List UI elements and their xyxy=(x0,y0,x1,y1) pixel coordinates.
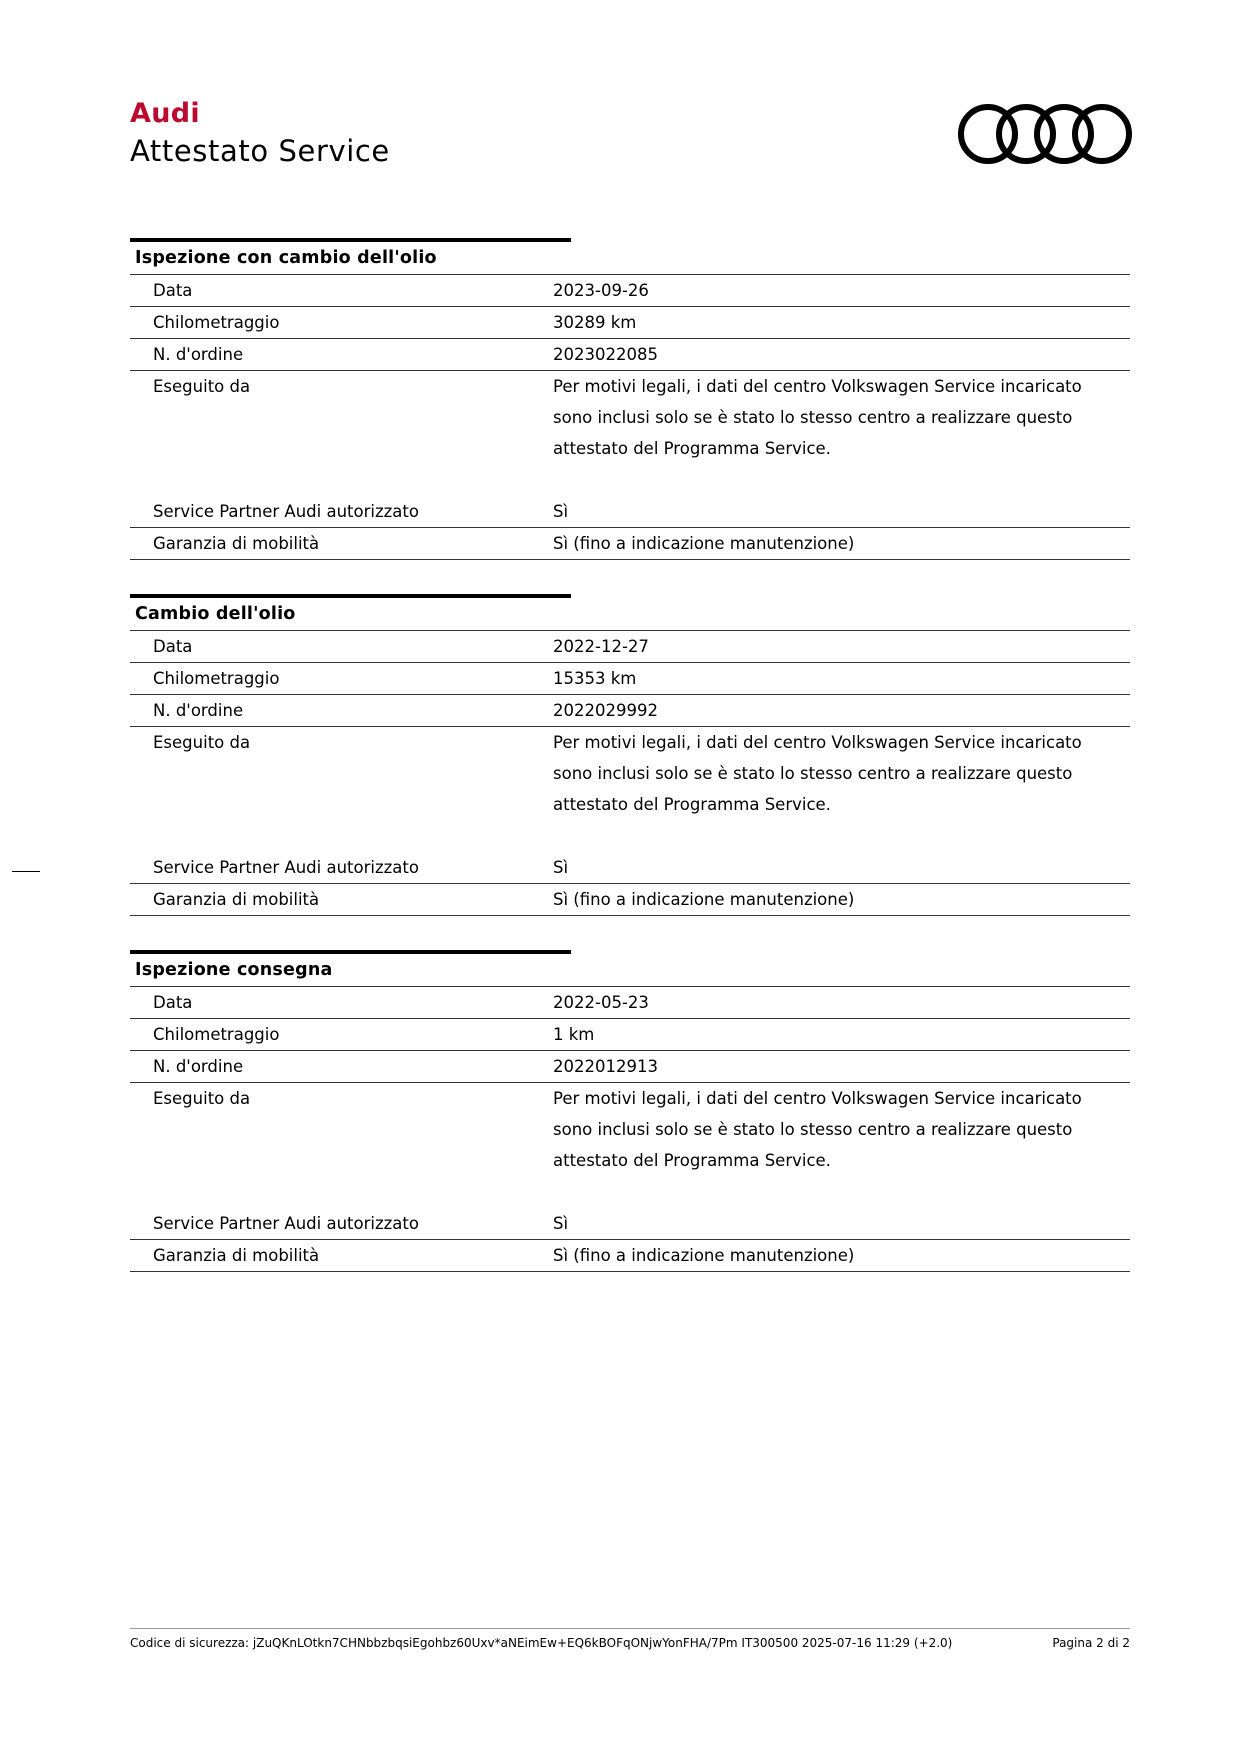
table-row xyxy=(130,528,1130,560)
section-title: Ispezione con cambio dell'olio xyxy=(130,242,1130,275)
service-section-ispezione-consegna xyxy=(130,950,1130,1272)
table-row xyxy=(130,339,1130,371)
table-row xyxy=(130,1083,1130,1208)
table-row xyxy=(130,307,1130,339)
row-label: Service Partner Audi autorizzato xyxy=(153,1214,419,1233)
footer-divider xyxy=(130,1628,1130,1629)
row-value: 2022012913 xyxy=(553,1057,658,1076)
fold-mark xyxy=(12,871,40,872)
footer xyxy=(130,1636,1130,1650)
row-label: Service Partner Audi autorizzato xyxy=(153,502,419,521)
document-title: Attestato Service xyxy=(130,134,390,168)
row-value: Sì xyxy=(553,1214,569,1233)
table-row xyxy=(130,631,1130,663)
service-section-cambio-olio xyxy=(130,594,1130,916)
row-label: Data xyxy=(153,993,193,1012)
row-label: Eseguito da xyxy=(153,377,251,396)
table-row xyxy=(130,695,1130,727)
row-value: 2022-12-27 xyxy=(553,637,649,656)
row-value: Sì (fino a indicazione manutenzione) xyxy=(553,890,855,909)
row-value: 2022029992 xyxy=(553,701,658,720)
row-value: Per motivi legali, i dati del centro Volkswagen Service incaricato sono inclusi solo se è stato lo stesso centro a realizzare questo attestato del Programma Service. xyxy=(553,733,1082,814)
page-number: Pagina 2 di 2 xyxy=(1052,1636,1130,1650)
audi-four-rings-icon xyxy=(956,101,1136,167)
table-row xyxy=(130,727,1130,852)
row-label: Garanzia di mobilità xyxy=(153,534,320,553)
row-value: Per motivi legali, i dati del centro Volkswagen Service incaricato sono inclusi solo se è stato lo stesso centro a realizzare questo attestato del Programma Service. xyxy=(553,1089,1082,1170)
row-value: 2022-05-23 xyxy=(553,993,649,1012)
table-row xyxy=(130,1208,1130,1240)
row-label: Eseguito da xyxy=(153,1089,251,1108)
row-label: N. d'ordine xyxy=(153,1057,244,1076)
brand-name: Audi xyxy=(130,98,200,129)
row-value: 2023-09-26 xyxy=(553,281,649,300)
row-value: Sì xyxy=(553,502,569,521)
row-label: Chilometraggio xyxy=(153,669,280,688)
security-code: Codice di sicurezza: jZuQKnLOtkn7CHNbbzbqsiEgohbz60Uxv*aNEimEw+EQ6kBOFqONjwYonFHA/7Pm IT300500 2025-07-16 11:29 (+2.0) xyxy=(130,1636,953,1650)
section-title: Cambio dell'olio xyxy=(130,598,1130,631)
table-row xyxy=(130,987,1130,1019)
table-row xyxy=(130,1051,1130,1083)
table-row xyxy=(130,884,1130,916)
row-value: 1 km xyxy=(553,1025,595,1044)
row-label: Eseguito da xyxy=(153,733,251,752)
row-value: Per motivi legali, i dati del centro Volkswagen Service incaricato sono inclusi solo se è stato lo stesso centro a realizzare questo attestato del Programma Service. xyxy=(553,377,1082,458)
row-label: Chilometraggio xyxy=(153,313,280,332)
table-row xyxy=(130,496,1130,528)
table-row xyxy=(130,852,1130,884)
section-title: Ispezione consegna xyxy=(130,954,1130,987)
row-value: Sì (fino a indicazione manutenzione) xyxy=(553,534,855,553)
row-label: N. d'ordine xyxy=(153,701,244,720)
table-row xyxy=(130,663,1130,695)
table-row xyxy=(130,1240,1130,1272)
row-label: Garanzia di mobilità xyxy=(153,890,320,909)
row-label: Service Partner Audi autorizzato xyxy=(153,858,419,877)
row-label: Chilometraggio xyxy=(153,1025,280,1044)
row-value: Sì xyxy=(553,858,569,877)
row-label: Data xyxy=(153,281,193,300)
row-label: Data xyxy=(153,637,193,656)
service-section-ispezione-cambio-olio xyxy=(130,238,1130,560)
row-value: 15353 km xyxy=(553,669,637,688)
row-value: Sì (fino a indicazione manutenzione) xyxy=(553,1246,855,1265)
row-label: N. d'ordine xyxy=(153,345,244,364)
row-label: Garanzia di mobilità xyxy=(153,1246,320,1265)
row-value: 30289 km xyxy=(553,313,637,332)
row-value: 2023022085 xyxy=(553,345,658,364)
table-row xyxy=(130,1019,1130,1051)
table-row xyxy=(130,275,1130,307)
table-row xyxy=(130,371,1130,496)
